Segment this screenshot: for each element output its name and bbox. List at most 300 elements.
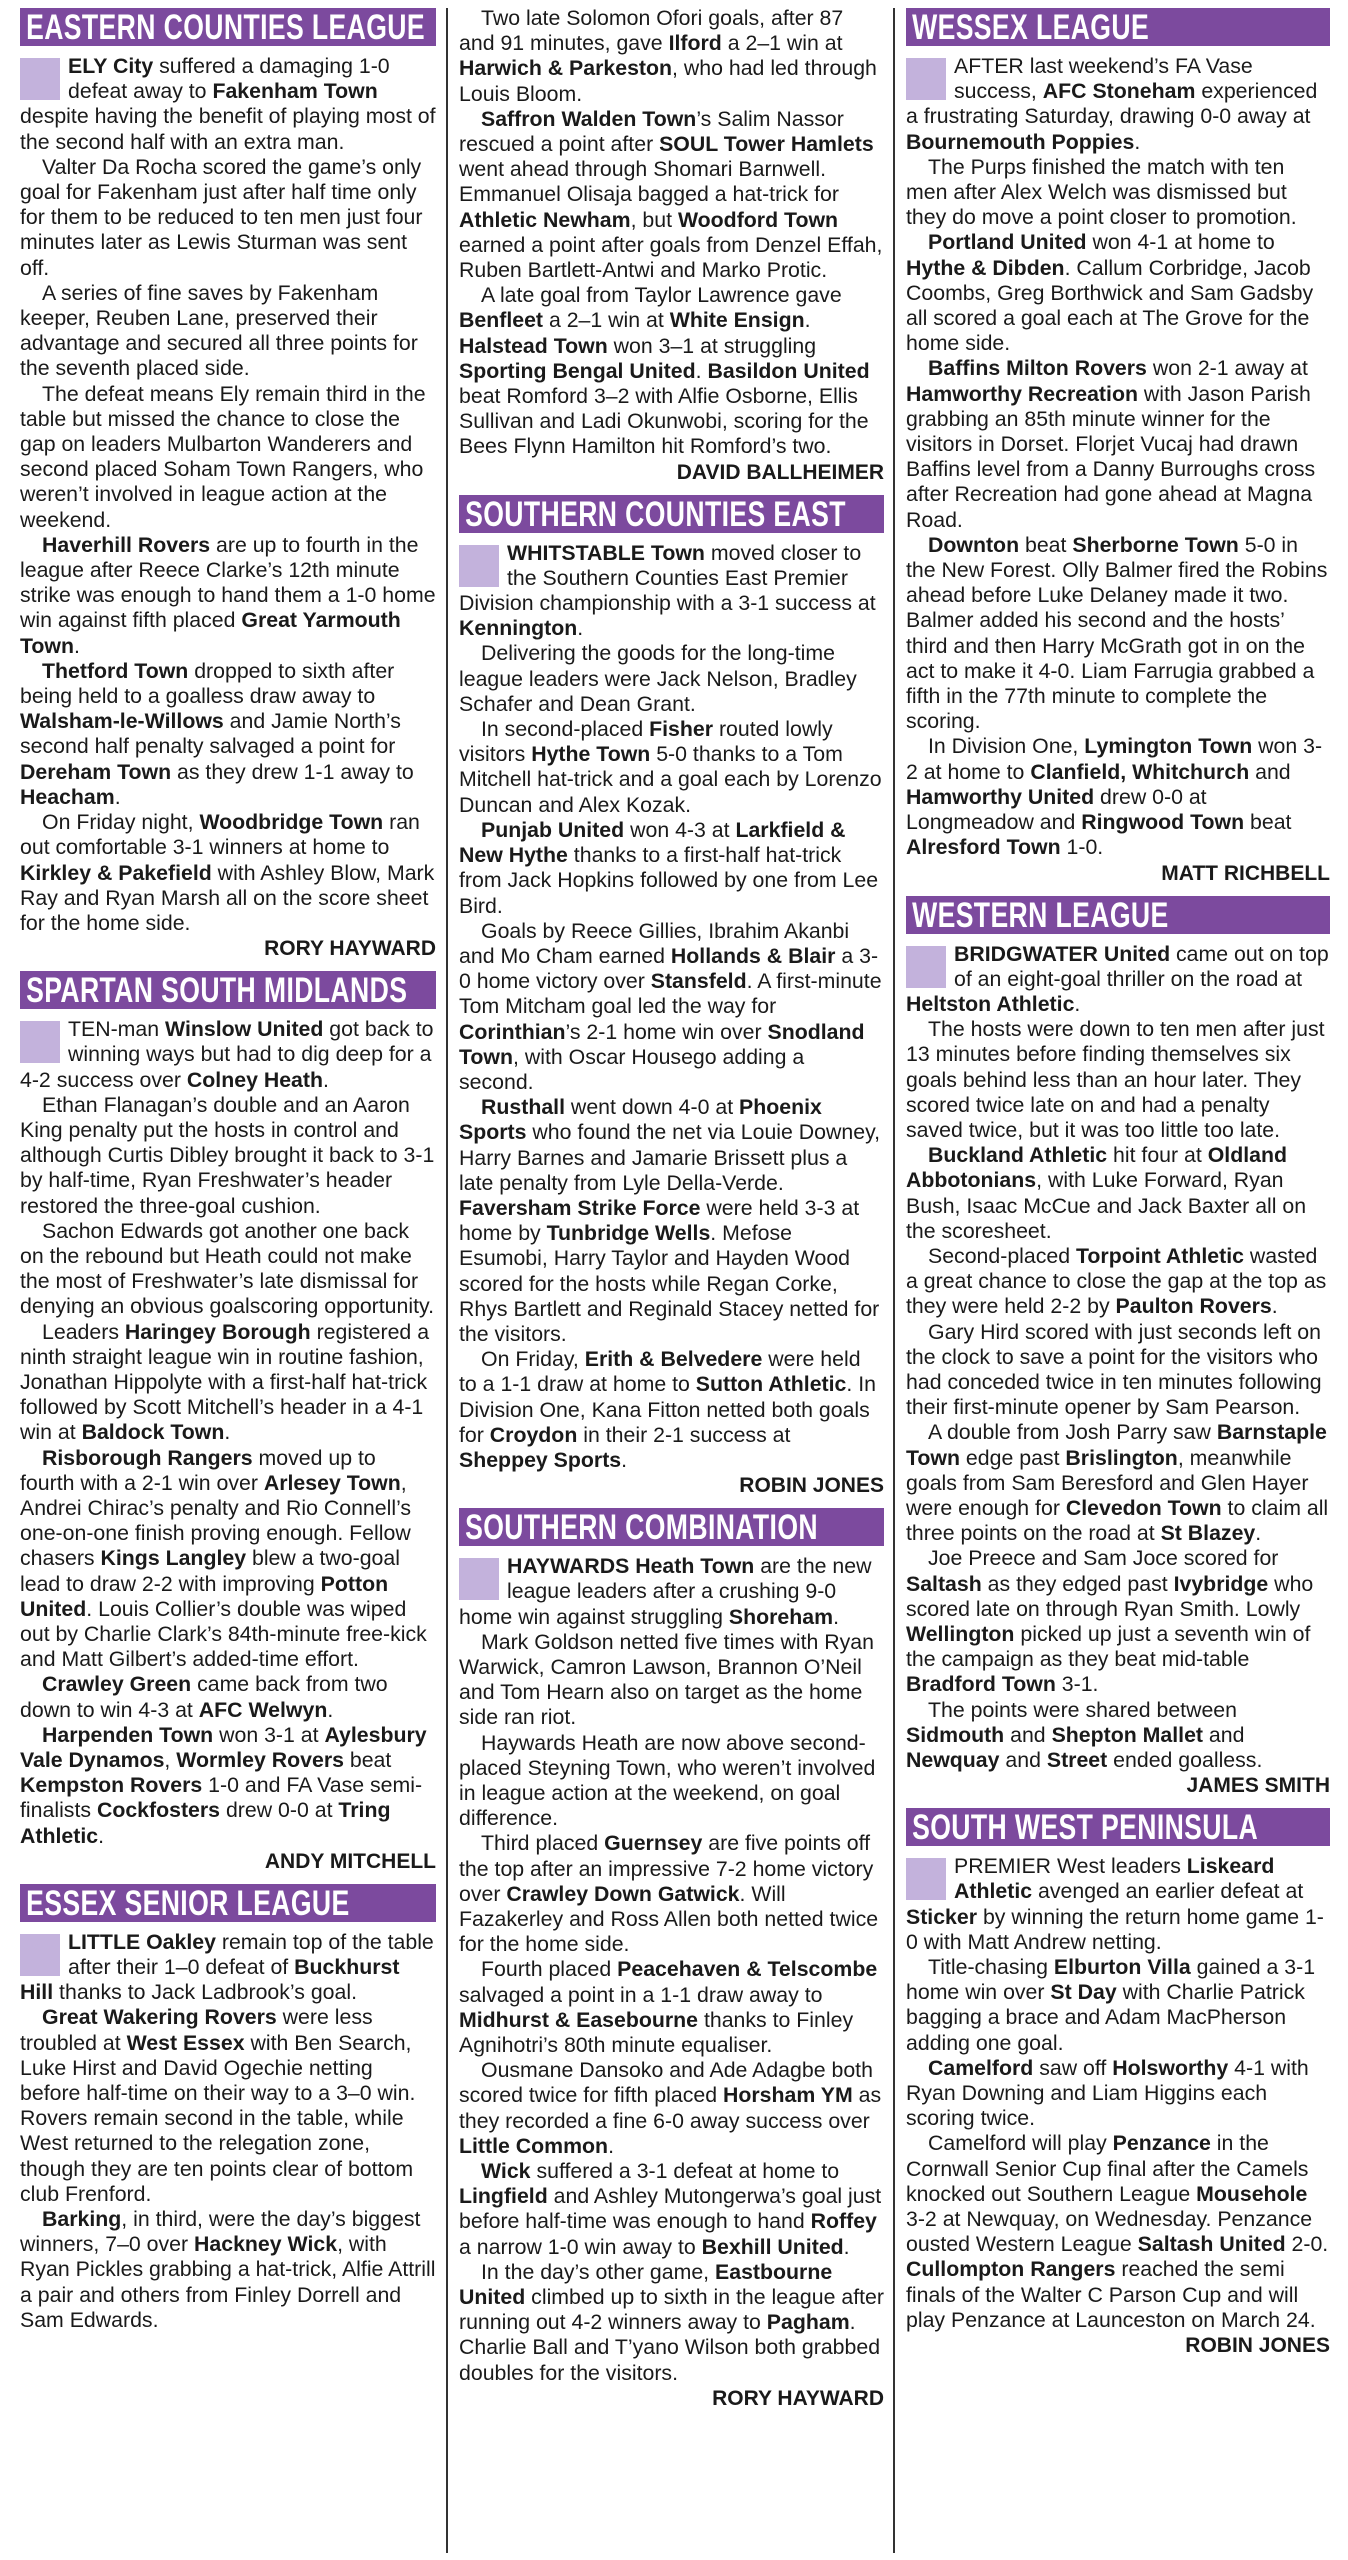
team-name: HAYWARDS Heath Town — [507, 1554, 755, 1579]
team-name: Hamworthy United — [906, 784, 1095, 809]
paragraph-text: in the Cornwall Senior Cup final after the Camels knocked out Southern League — [906, 2131, 1309, 2206]
article-paragraph — [459, 641, 884, 717]
article-paragraph — [459, 107, 884, 283]
paragraph-text: reached the semi finals of the Walter C Parson Cup and will play Penzance at Launceston on March 24. — [906, 2257, 1316, 2332]
section-title: SOUTHERN COMBINATION — [465, 1508, 818, 1547]
team-name: Erith & Belvedere — [584, 1347, 763, 1372]
article-paragraph — [906, 942, 1330, 1018]
paragraph-text: , in third, were the day’s biggest winners, 7–0 over — [20, 2207, 421, 2257]
paragraph-text: . Mefose Esumobi, Harry Taylor and Hayden Wood scored for the hosts while Regan Corke, Rhys Bartlett and Reginald Stacey netted for the visitors. — [459, 1221, 880, 1346]
team-name: Heacham — [20, 784, 115, 809]
paragraph-text: despite having the benefit of playing most of the second half with an extra man. — [20, 104, 436, 154]
team-name: St Blazey — [1160, 1521, 1256, 1546]
paragraph-text: Joe Preece and Sam Joce scored for — [928, 1546, 1279, 1571]
section-title: SOUTHERN COUNTIES EAST — [465, 494, 846, 533]
section-title: WESTERN LEAGUE — [912, 895, 1169, 934]
paragraph-text: AFTER last weekend’s FA Vase success, — [954, 54, 1253, 104]
team-name: Paulton Rovers — [1115, 1294, 1272, 1319]
paragraph-text: were less troubled at — [20, 2005, 373, 2055]
team-name: White Ensign — [669, 308, 805, 333]
article-paragraph — [906, 1017, 1330, 1143]
paragraph-text: , meanwhile goals from Sam Beresford and Glen Hayer were enough for — [906, 1445, 1309, 1520]
team-name: Hythe Town — [531, 742, 651, 767]
paragraph-text: won 4-3 at — [624, 817, 736, 842]
paragraph-text: . — [843, 2234, 850, 2259]
section-title: WESSEX LEAGUE — [912, 8, 1150, 46]
paragraph-text: , Andrei Chirac’s penalty and Rio Connell’s one-on-one finish proving enough. Fellow chasers — [20, 1470, 412, 1571]
team-name: Potton United — [20, 1571, 389, 1621]
column-right — [906, 6, 1330, 2556]
article-paragraph — [459, 6, 884, 107]
paragraph-text: were held 3-3 at home by — [459, 1195, 860, 1246]
paragraph-text: a 2–1 win at — [543, 308, 670, 333]
team-name: Rusthall — [481, 1095, 566, 1120]
team-name: Harwich & Parkeston — [459, 56, 673, 81]
paragraph-text: ended goalless. — [1107, 1748, 1263, 1772]
team-name: Corinthian — [459, 1019, 566, 1044]
paragraph-text: Haywards Heath are now above second-placed Steyning Town, who weren’t involved in league action at the weekend, on goal difference. — [459, 1730, 876, 1831]
team-name: St Day — [1050, 1980, 1117, 2005]
paragraph-text: Two late Solomon Ofori goals, after 87 and 91 minutes, gave — [459, 6, 844, 56]
paragraph-text: came out on top of an eight-goal thriller on the road at — [954, 941, 1329, 991]
paragraph-text: got back to winning ways but had to dig deep for a 4-2 success over — [20, 1017, 434, 1092]
article-paragraph — [20, 281, 436, 382]
article-paragraph — [459, 1095, 884, 1347]
paragraph-text: On Friday night, — [42, 810, 200, 835]
article-paragraph — [906, 356, 1330, 532]
article-paragraph — [459, 1831, 884, 1957]
team-name: BRIDGWATER United — [954, 941, 1171, 966]
team-name: Fisher — [649, 717, 714, 742]
column-middle — [459, 6, 884, 2556]
paragraph-text: and — [1249, 759, 1291, 784]
paragraph-text: ran out comfortable 3-1 winners at home to — [20, 810, 420, 860]
paragraph-text: picked up just a seventh win of the campaign as they beat mid-table — [906, 1621, 1311, 1672]
paragraph-text: saw off — [1033, 2055, 1113, 2080]
team-name: Brislington — [1065, 1445, 1178, 1470]
paragraph-text: and — [999, 1748, 1047, 1772]
paragraph-text: The Purps finished the match with ten men after Alex Welch was dismissed but they do move a point closer to promotion. — [906, 154, 1297, 230]
paragraph-text: as they edged past — [981, 1571, 1174, 1596]
drop-cap-square — [906, 1858, 946, 1900]
article-paragraph — [906, 1320, 1330, 1421]
team-name: Risborough Rangers — [42, 1445, 253, 1470]
team-name: Guernsey — [604, 1831, 703, 1856]
paragraph-text: thanks to Finley Agnihotri’s 80th minute equaliser. — [459, 2007, 854, 2058]
author-byline: ANDY MITCHELL — [264, 1849, 436, 1873]
article-paragraph — [20, 1723, 436, 1849]
team-name: Shepton Mallet — [1051, 1722, 1204, 1747]
team-name: Sporting Bengal United — [459, 358, 696, 383]
paragraph-text: . — [608, 2133, 614, 2158]
paragraph-text: registered a ninth straight league win in routine fashion, Jonathan Hippolyte with a first-half hat-trick followed by Scott Mitchell’s header in a 4-1 win at — [20, 1319, 430, 1445]
team-name: Kennington — [459, 616, 578, 641]
paragraph-text: in their 2-1 success at — [577, 1422, 791, 1447]
team-name: Buckland Athletic — [928, 1143, 1108, 1168]
paragraph-text: PREMIER West leaders — [954, 1854, 1187, 1879]
paragraph-text: remain top of the table after their 1–0 defeat of — [68, 1929, 434, 1980]
paragraph-text: as they recorded a fine 6-0 away success over — [459, 2083, 882, 2133]
author-byline: RORY HAYWARD — [264, 937, 436, 961]
article-paragraph — [20, 155, 436, 281]
team-name: Stansfeld — [650, 969, 747, 994]
paragraph-text: . A first-minute Tom Mitcham goal led the way for — [459, 969, 882, 1019]
paragraph-text: were held to a 1-1 draw at home to — [459, 1347, 861, 1397]
paragraph-text: avenged an earlier defeat at — [1032, 1879, 1304, 1904]
paragraph-text: 3-2 at Newquay, on Wednesday. Penzance ousted Western League — [906, 2207, 1313, 2257]
paragraph-text: edge past — [960, 1445, 1066, 1470]
paragraph-text: with Ben Search, Luke Hirst and David Ogechie netting before half-time on their way to a 3–0 win. Rovers remain second in the table, while West returned to the relegation zone, though they are ten points clear of bottom club Frenford. — [20, 2030, 416, 2206]
paragraph-text: Ethan Flanagan’s double and an Aaron King penalty put the hosts in control and although Curtis Dibley brought it back to 3-1 by half-time, Ryan Freshwater’s header restored the three-goal cushion. — [20, 1092, 435, 1218]
article-paragraph — [906, 734, 1330, 860]
article-paragraph — [20, 1672, 436, 1722]
paragraph-text: 5-0 thanks to a Tom Mitchell hat-trick and a goal each by Lorenzo Duncan and Alex Kozak. — [459, 742, 882, 817]
paragraph-text: routed lowly visitors — [459, 717, 833, 767]
team-name: Larkfield & New Hythe — [459, 817, 846, 868]
paragraph-text: Sachon Edwards got another one back on the rebound but Heath could not make the most of Freshwater’s late dismissal for denying an obvious goalscoring opportunity. — [20, 1218, 434, 1319]
team-name: Kings Langley — [100, 1546, 247, 1571]
team-name: Portland United — [928, 230, 1087, 255]
paragraph-text: . In Division One, Kana Fitton netted both goals for — [459, 1372, 877, 1447]
article-paragraph — [20, 810, 436, 936]
paragraph-text: with Charlie Patrick bagging a brace and Adam MacPherson adding one goal. — [906, 1980, 1305, 2055]
team-name: Baffins Milton Rovers — [928, 356, 1147, 381]
team-name: Halstead Town — [459, 333, 608, 358]
section-header — [20, 1884, 436, 1922]
team-name: Great Yarmouth Town — [20, 608, 401, 658]
team-name: Peacehaven & Telscombe — [617, 1957, 878, 1982]
team-name: Bexhill United — [701, 2234, 844, 2259]
team-name: Haverhill Rovers — [42, 532, 211, 557]
paragraph-text: and — [1004, 1722, 1052, 1747]
team-name: Horsham YM — [722, 2083, 853, 2108]
team-name: Kempston Rovers — [20, 1773, 203, 1798]
article-paragraph — [459, 919, 884, 1095]
paragraph-text: are five points off the top after an impressive 7-2 home victory over — [459, 1831, 874, 1906]
paragraph-text: won 4-1 at home to — [1086, 230, 1275, 255]
paragraph-text: blew a two-goal lead to draw 2-2 with improving — [20, 1546, 400, 1596]
article-paragraph — [20, 1446, 436, 1673]
paragraph-text: thanks to a first-half hat-trick from Jack Hopkins followed by one from Lee Bird. — [459, 843, 879, 918]
paragraph-text: experienced a frustrating Saturday, drawing 0-0 away at — [906, 79, 1318, 129]
paragraph-text: suffered a damaging 1-0 defeat away to — [68, 54, 390, 104]
team-name: SOUL Tower Hamlets — [659, 132, 874, 157]
paragraph-text: came back from two down to win 4-3 at — [20, 1672, 388, 1722]
paragraph-text: are up to fourth in the league after Reece Clarke’s 12th minute strike was enough to hand them a 1-0 home win against fifth placed — [20, 532, 436, 633]
article-paragraph — [459, 541, 884, 642]
paragraph-text: Gary Hird scored with just seconds left on the clock to save a point for the visitors who had conceded twice in ten minutes following their first-minute opener by Sam Pearson. — [906, 1319, 1322, 1420]
paragraph-text: moved closer to the Southern Counties East Premier Division championship with a 3-1 success at — [459, 540, 876, 616]
paragraph-text: a 3-0 home victory over — [459, 943, 879, 994]
team-name: Sutton Athletic — [695, 1372, 847, 1397]
team-name: Sidmouth — [906, 1722, 1005, 1747]
paragraph-text: , with Oscar Housego adding a second. — [459, 1044, 805, 1094]
section-header — [20, 971, 436, 1009]
article-paragraph — [459, 1731, 884, 1832]
paragraph-text: drew 0-0 at Longmeadow and — [906, 784, 1207, 835]
team-name: Lymington Town — [1084, 734, 1253, 759]
paragraph-text: , with Ryan Pickles grabbing a hat-trick, Alfie Attrill a pair and others from Finley Dorrell and Sam Edwards. — [20, 2232, 436, 2332]
team-name: Hackney Wick — [194, 2232, 338, 2257]
team-name: AFC Welwyn — [198, 1697, 328, 1722]
paragraph-text: dropped to sixth after being held to a goalless draw away to — [20, 658, 395, 709]
paragraph-text: . Louis Collier’s double was wiped out by Charlie Clark’s 84th-minute free-kick and Matt Gilbert’s added-time effort. — [20, 1596, 427, 1672]
paragraph-text: In Division One, — [928, 734, 1085, 759]
paragraph-text: ’s Salim Nassor rescued a point after — [459, 106, 844, 157]
team-name: Tunbridge Wells — [546, 1221, 711, 1246]
paragraph-text: won 2-1 away at — [1146, 356, 1308, 381]
team-name: Lingfield — [459, 2184, 548, 2209]
team-name: ELY City — [68, 54, 154, 78]
paragraph-text: with Ashley Blow, Mark Ray and Ryan Marsh all on the score sheet for the home side. — [20, 860, 435, 935]
paragraph-text: Valter Da Rocha scored the game’s only goal for Fakenham just after half time only for them to be reduced to ten men just four minutes later as Lewis Sturman was sent off. — [20, 154, 423, 280]
article-paragraph — [20, 1930, 436, 2006]
paragraph-text: , who had led through Louis Bloom. — [459, 56, 877, 106]
article-paragraph — [20, 659, 436, 810]
team-name: Dereham Town — [20, 759, 172, 784]
paragraph-text: . — [114, 784, 121, 809]
paragraph-text: thanks to Jack Ladbrook’s goal. — [53, 1980, 358, 2005]
paragraph-text: . — [323, 1067, 329, 1092]
paragraph-text: salvaged a point in a 1-1 draw away to — [459, 1982, 823, 2007]
section-header — [906, 8, 1330, 46]
team-name: Torpoint Athletic — [1076, 1243, 1244, 1268]
drop-cap-square — [459, 1558, 499, 1600]
paragraph-text: . — [1134, 129, 1141, 154]
section-title: SOUTH WEST PENINSULA — [912, 1808, 1259, 1847]
article-paragraph — [20, 54, 436, 155]
article-paragraph — [906, 1854, 1330, 1955]
drop-cap-square — [20, 58, 60, 100]
paragraph-text: 4-1 with Ryan Downing and Liam Higgins each scoring twice. — [906, 2055, 1309, 2131]
paragraph-text: . Callum Corbridge, Jacob Coombs, Greg Borthwick and Sam Gadsby all scored a goal each at The Grove for the home side. — [906, 255, 1314, 356]
team-name: Wormley Rovers — [176, 1748, 344, 1772]
paragraph-text: wasted a great chance to close the gap at the top as they were held 2-2 by — [906, 1243, 1327, 1319]
section-title: SPARTAN SOUTH MIDLANDS — [26, 971, 408, 1010]
team-name: Faversham Strike Force — [459, 1195, 701, 1220]
article-paragraph — [906, 1244, 1330, 1320]
team-name: Ilford — [668, 31, 722, 56]
article-paragraph — [20, 1320, 436, 1446]
team-name: Hollands & Blair — [670, 943, 836, 968]
team-name: Woodford Town — [677, 207, 839, 232]
section-header — [906, 896, 1330, 934]
drop-cap-square — [20, 1021, 60, 1063]
article-paragraph — [906, 2056, 1330, 2132]
article-paragraph — [459, 717, 884, 818]
paragraph-text: Title-chasing — [928, 1955, 1054, 1980]
paragraph-text: . — [224, 1420, 231, 1445]
paragraph-text: In the day’s other game, — [481, 2259, 716, 2284]
paragraph-text: The hosts were down to ten men after just 13 minutes before finding themselves six goals behind less than an hour later. They scored twice late on and had a penalty saved twice, but it was too little too late. — [906, 1017, 1325, 1142]
paragraph-text: gained a 3-1 home win over — [906, 1955, 1316, 2005]
paragraph-text: . — [695, 358, 708, 383]
article-paragraph — [906, 1420, 1330, 1546]
section-title: ESSEX SENIOR LEAGUE — [26, 1883, 350, 1922]
paragraph-text: a 2–1 win at — [721, 31, 843, 56]
team-name: Saltash — [906, 1571, 982, 1596]
team-name: Wellington — [906, 1621, 1015, 1646]
paragraph-text: . — [1255, 1521, 1262, 1546]
paragraph-text: . — [621, 1447, 628, 1472]
team-name: Clevedon Town — [1065, 1495, 1222, 1520]
paragraph-text: TEN-man — [68, 1017, 166, 1042]
team-name: Snodland Town — [459, 1019, 865, 1069]
article-paragraph — [459, 283, 884, 459]
paragraph-text: by winning the return home game 1-0 with Matt Andrew netting. — [906, 1904, 1324, 1954]
team-name: Benfleet — [459, 308, 544, 333]
paragraph-text: Third placed — [481, 1831, 605, 1856]
paragraph-text: went down 4-0 at — [565, 1095, 740, 1120]
article-paragraph — [459, 2058, 884, 2159]
article-paragraph — [906, 533, 1330, 735]
paragraph-text: with Jason Parish grabbing an 85th minute winner for the visitors in Dorset. Florjet Vucaj had drawn Baffins level from a Danny Burroughs cross after Recreation had gone ahead at Magna Road. — [906, 381, 1316, 532]
team-name: Street — [1046, 1748, 1108, 1772]
paragraph-text: 1-0. — [1060, 835, 1104, 860]
team-name: Downton — [928, 532, 1020, 557]
paragraph-text: A double from Josh Parry saw — [928, 1420, 1217, 1445]
team-name: Ringwood Town — [1081, 810, 1245, 835]
article-paragraph — [906, 54, 1330, 155]
team-name: Fakenham Town — [212, 79, 378, 104]
paragraph-text: , — [164, 1748, 177, 1772]
paragraph-text: . — [98, 1823, 105, 1848]
article-paragraph — [20, 1093, 436, 1219]
team-name: Barking — [42, 2207, 122, 2232]
team-name: Clanfield, Whitchurch — [1030, 759, 1250, 784]
team-name: Crawley Green — [42, 1672, 192, 1697]
section-header — [459, 1508, 884, 1546]
article-paragraph — [20, 533, 436, 659]
paragraph-text: as they drew 1-1 away to — [171, 759, 414, 784]
paragraph-text: A late goal from Taylor Lawrence gave — [481, 283, 842, 308]
paragraph-text: and — [1203, 1722, 1245, 1747]
paragraph-text: , but — [630, 207, 678, 232]
article-paragraph — [459, 2260, 884, 2386]
column-divider — [446, 8, 448, 2553]
paragraph-text: Second-placed — [928, 1243, 1076, 1268]
team-name: Cullompton Rangers — [906, 2257, 1116, 2282]
team-name: Cockfosters — [96, 1798, 221, 1823]
team-name: Heltston Athletic — [906, 991, 1075, 1016]
author-byline: MATT RICHBELL — [1161, 861, 1330, 885]
team-name: Liskeard Athletic — [954, 1854, 1275, 1904]
team-name: Shoreham — [728, 1604, 834, 1629]
paragraph-text: 3-1. — [1055, 1672, 1099, 1697]
paragraph-text: are the new league leaders after a crushing 9-0 home win against struggling — [459, 1554, 872, 1629]
author-byline: DAVID BALLHEIMER — [676, 460, 884, 484]
section-title: EASTERN COUNTIES LEAGUE — [26, 8, 425, 46]
team-name: WHITSTABLE Town — [507, 540, 705, 565]
team-name: Oldland Abbotonians — [906, 1143, 1287, 1193]
team-name: Thetford Town — [42, 658, 189, 683]
column-divider — [893, 8, 895, 2553]
team-name: Haringey Borough — [124, 1319, 311, 1344]
team-name: Bradford Town — [906, 1672, 1056, 1697]
team-name: Walsham-le-Willows — [20, 709, 224, 734]
paragraph-text: In second-placed — [481, 717, 650, 742]
drop-cap-square — [459, 545, 499, 587]
article-paragraph — [906, 230, 1330, 356]
paragraph-text: suffered a 3-1 defeat at home to — [530, 2159, 840, 2184]
paragraph-text: 2-0. — [1285, 2232, 1329, 2257]
team-name: Winslow United — [165, 1017, 324, 1042]
paragraph-text: . — [833, 1604, 839, 1629]
paragraph-text: to claim all three points on the road at — [906, 1495, 1329, 1546]
paragraph-text: hit four at — [1107, 1143, 1208, 1168]
team-name: Midhurst & Easebourne — [459, 2007, 699, 2032]
author-byline: ROBIN JONES — [1185, 2334, 1330, 2358]
paragraph-text: Camelford will play — [928, 2131, 1113, 2156]
team-name: Athletic Newham — [459, 207, 631, 232]
team-name: AFC Stoneham — [1042, 79, 1196, 104]
article-paragraph — [459, 818, 884, 919]
paragraph-text: A series of fine saves by Fakenham keeper, Reuben Lane, preserved their advantage and secured all three points for the seventh placed side. — [20, 280, 418, 381]
paragraph-text: . Charlie Ball and T’yano Wilson both grabbed doubles for the visitors. — [459, 2310, 881, 2385]
team-name: Harpenden Town — [42, 1722, 214, 1747]
team-name: Elburton Villa — [1053, 1955, 1191, 1980]
article-paragraph — [459, 1630, 884, 1731]
article-paragraph — [906, 155, 1330, 231]
drop-cap-square — [906, 58, 946, 100]
team-name: Hythe & Dibden — [906, 255, 1065, 280]
paragraph-text: Fourth placed — [481, 1957, 618, 1982]
team-name: Pagham — [766, 2310, 850, 2335]
team-name: Croydon — [489, 1422, 578, 1447]
team-name: Tring Athletic — [20, 1798, 391, 1848]
team-name: Phoenix Sports — [459, 1095, 822, 1145]
section-header — [459, 495, 884, 533]
article-paragraph — [906, 1955, 1330, 2056]
paragraph-text: Mark Goldson netted five times with Ryan Warwick, Camron Lawson, Brannon O’Neil and Tom Hearn also on target as the home side ran riot. — [459, 1629, 874, 1730]
paragraph-text: . — [1074, 991, 1081, 1016]
article-paragraph — [20, 1017, 436, 1093]
team-name: Mousehole — [1196, 2181, 1308, 2206]
paragraph-text: won 3–1 at struggling — [607, 333, 817, 358]
article-paragraph — [459, 1957, 884, 2058]
team-name: Sticker — [906, 1904, 978, 1929]
paragraph-text: beat — [1244, 810, 1292, 835]
team-name: West Essex — [126, 2030, 245, 2055]
team-name: Roffey — [810, 2209, 877, 2234]
team-name: Barnstaple Town — [906, 1420, 1327, 1470]
paragraph-text: won 3-1 at — [213, 1722, 325, 1747]
paragraph-text: The defeat means Ely remain third in the table but missed the chance to close the gap on leaders Mulbarton Wanderers and second placed Soham Town Rangers, who weren’t involved in league action at the weekend. — [20, 381, 426, 532]
paragraph-text: a narrow 1-0 win away to — [459, 2234, 702, 2259]
article-paragraph — [459, 2159, 884, 2260]
team-name: Alresford Town — [906, 835, 1061, 860]
paragraph-text: and Ashley Mutongerwa’s goal just before half-time was enough to hand — [459, 2184, 882, 2234]
team-name: Bournemouth Poppies — [906, 129, 1135, 154]
paragraph-text: The points were shared between — [928, 1697, 1237, 1722]
team-name: Hamworthy Recreation — [906, 381, 1138, 406]
team-name: Basildon United — [707, 358, 870, 383]
team-name: Woodbridge Town — [199, 810, 384, 835]
author-byline: ROBIN JONES — [739, 1474, 884, 1498]
team-name: Holsworthy — [1112, 2055, 1229, 2080]
team-name: Penzance — [1112, 2131, 1211, 2156]
paragraph-text: Goals by Reece Gillies, Ibrahim Akanbi and Mo Cham earned — [459, 918, 850, 968]
article-paragraph — [906, 2131, 1330, 2333]
paragraph-text: . — [327, 1697, 334, 1722]
team-name: Crawley Down Gatwick — [506, 1881, 740, 1906]
paragraph-text: moved up to fourth with a 2-1 win over — [20, 1445, 376, 1495]
paragraph-text: . — [804, 308, 811, 333]
paragraph-text: beat Romford 3–2 with Alfie Osborne, Ellis Sullivan and Ladi Okunwobi, scoring for the Bees Flynn Hamilton hit Romford’s two. — [459, 384, 869, 459]
paragraph-text: . — [74, 633, 80, 658]
team-name: Saffron Walden Town — [481, 106, 697, 131]
paragraph-text: drew 0-0 at — [220, 1798, 339, 1823]
